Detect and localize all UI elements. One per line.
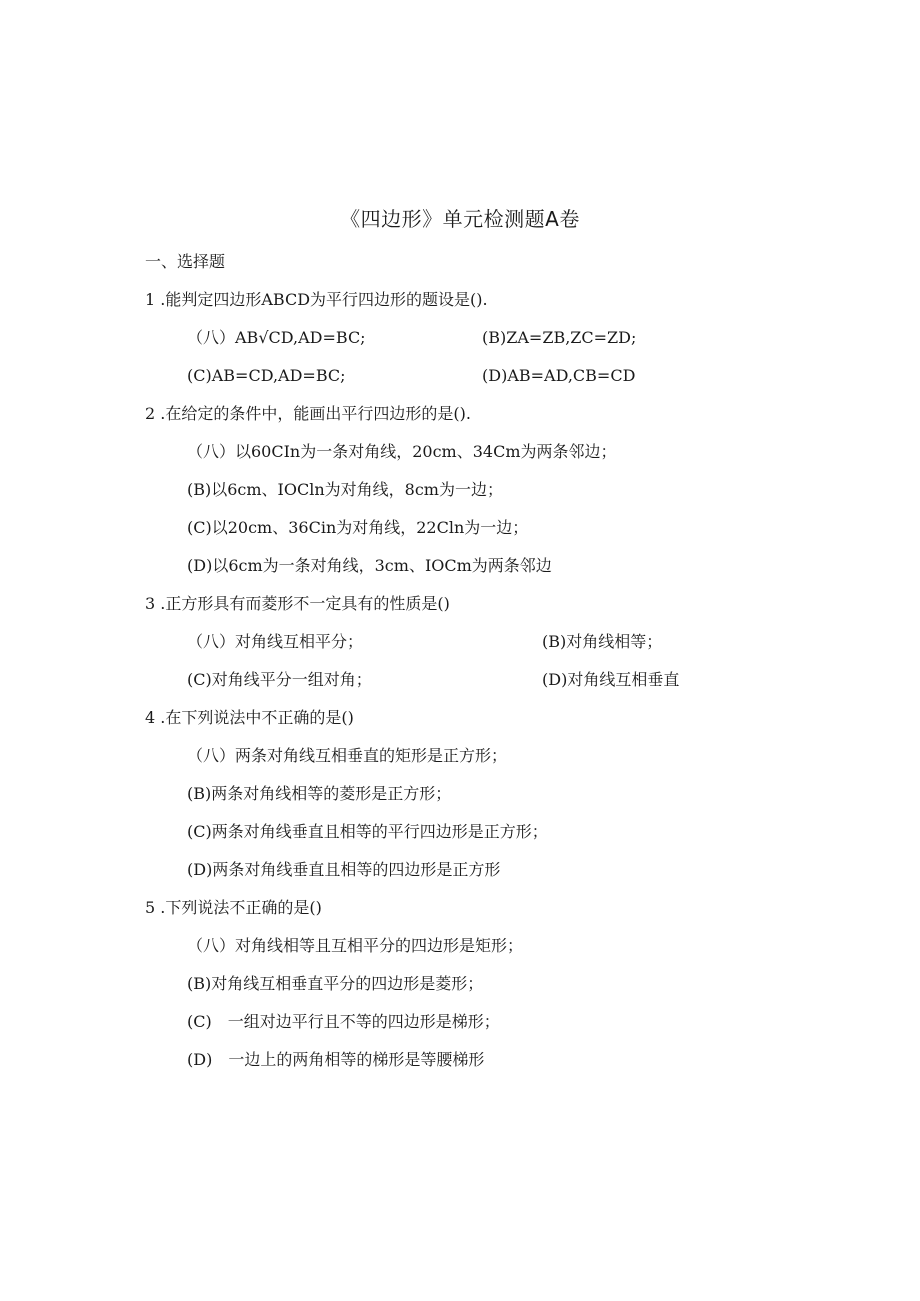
page-title: 《四边形》单元检测题A卷	[340, 207, 580, 231]
section-heading: 一、选择题	[145, 252, 226, 271]
q5-option-a: （八）对角线相等且互相平分的四边形是矩形；	[187, 936, 524, 955]
question-4: 4 .在下列说法中不正确的是()	[145, 708, 354, 727]
q5-option-b: (B)对角线互相垂直平分的四边形是菱形；	[187, 974, 484, 993]
q1-option-d: (D)AB=AD,CB=CD	[482, 366, 636, 385]
q4-option-c: (C)两条对角线垂直且相等的平行四边形是正方形；	[187, 822, 548, 841]
question-5: 5 .下列说法不正确的是()	[145, 898, 322, 917]
q2-option-b: (B)以6cm、IOCln为对角线，8cm为一边；	[187, 480, 503, 499]
q1-option-a: （八）AB√CD,AD=BC;	[187, 328, 366, 347]
q2-option-c: (C)以20cm、36Cin为对角线，22Cln为一边；	[187, 518, 529, 537]
q3-option-d: (D)对角线互相垂直	[542, 670, 680, 689]
q3-option-c: (C)对角线平分一组对角；	[187, 670, 372, 689]
q1-option-c: (C)AB=CD,AD=BC;	[187, 366, 346, 385]
q5-option-c: (C) 一组对边平行且不等的四边形是梯形；	[187, 1012, 500, 1031]
question-1: 1 .能判定四边形ABCD为平行四边形的题设是().	[145, 290, 488, 309]
q4-option-a: （八）两条对角线互相垂直的矩形是正方形；	[187, 746, 508, 765]
question-3: 3 .正方形具有而菱形不一定具有的性质是()	[145, 594, 450, 613]
q4-option-b: (B)两条对角线相等的菱形是正方形；	[187, 784, 452, 803]
q3-option-a: （八）对角线互相平分；	[187, 632, 364, 651]
q3-option-b: (B)对角线相等；	[542, 632, 663, 651]
q2-option-d: (D)以6cm为一条对角线，3cm、IOCm为两条邻边	[187, 556, 552, 575]
q2-option-a: （八）以60CIn为一条对角线，20cm、34Cm为两条邻边；	[187, 442, 617, 461]
q5-option-d: (D) 一边上的两角相等的梯形是等腰梯形	[187, 1050, 485, 1069]
question-2: 2 .在给定的条件中，能画出平行四边形的是().	[145, 404, 471, 423]
q1-option-b: (B)ZA=ZB,ZC=ZD;	[482, 328, 637, 347]
q4-option-d: (D)两条对角线垂直且相等的四边形是正方形	[187, 860, 501, 879]
